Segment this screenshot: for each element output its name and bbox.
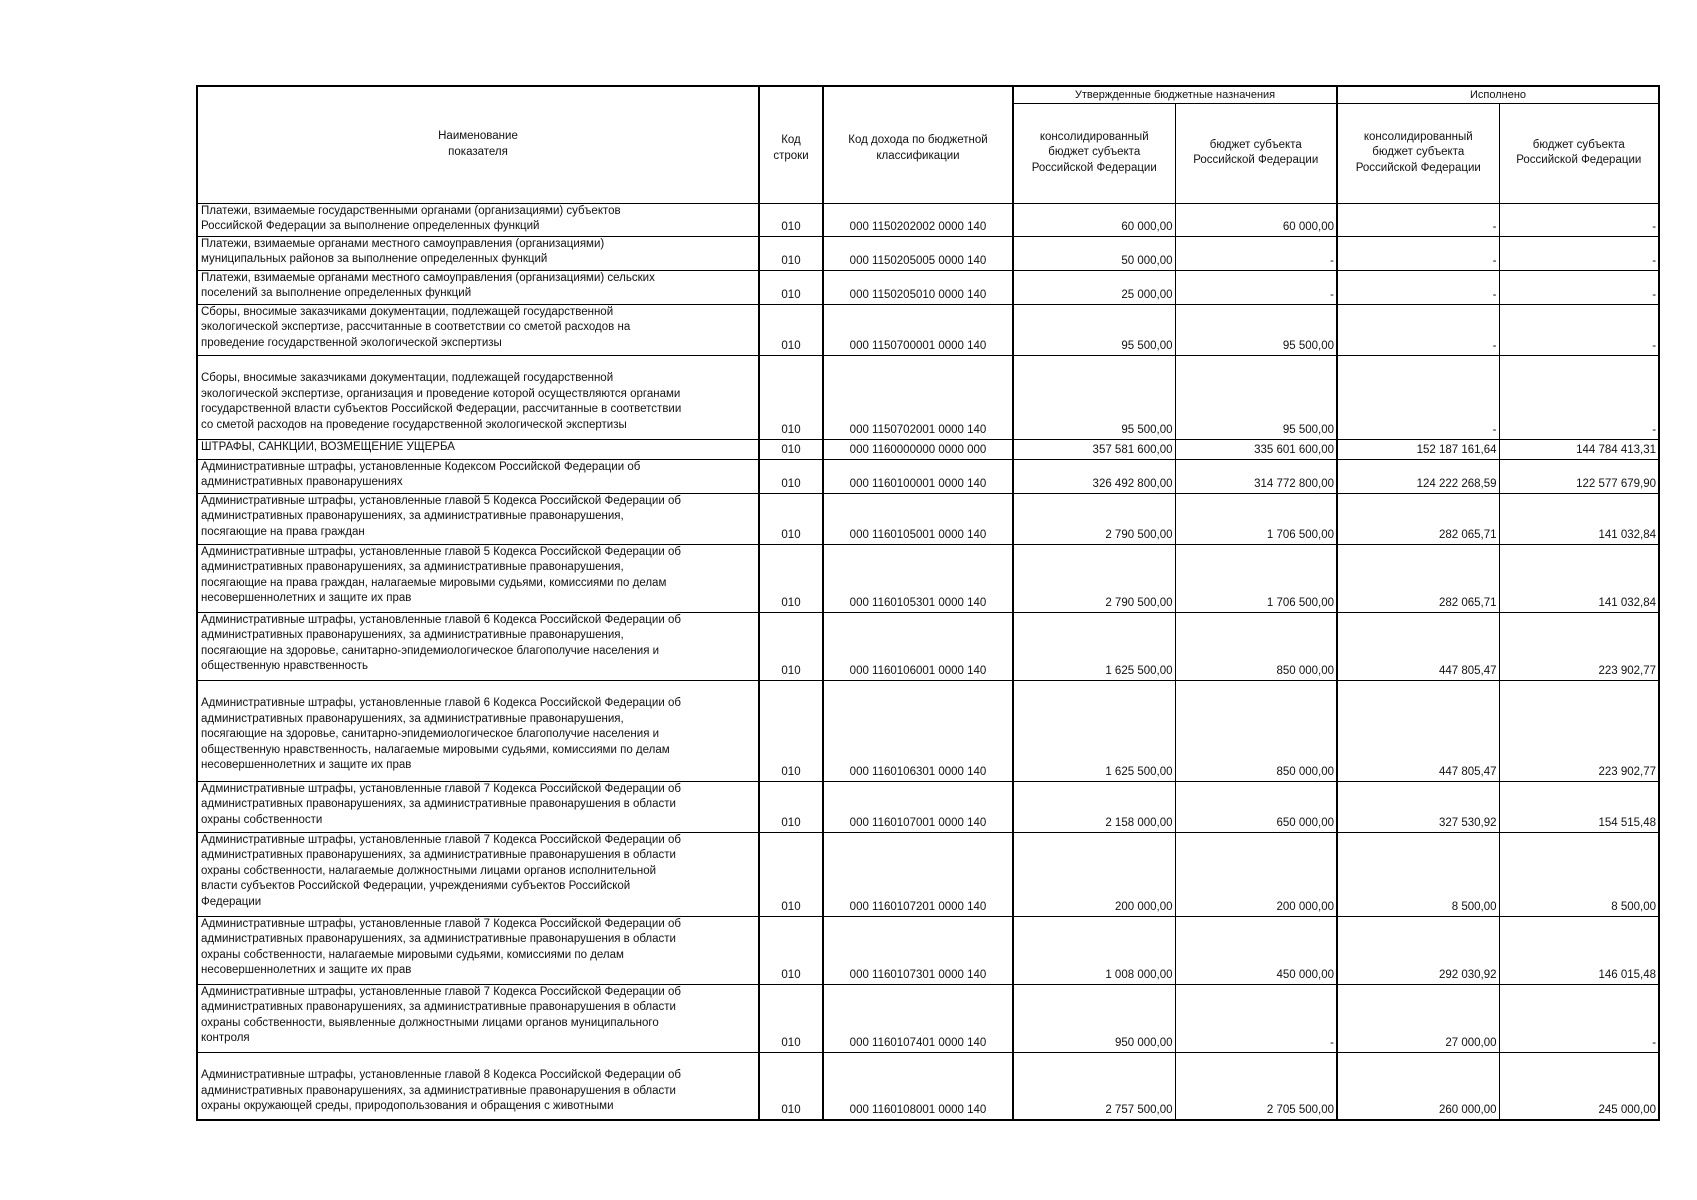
table-row (197, 304, 1659, 355)
table-row (197, 984, 1659, 1052)
row-name: Платежи, взимаемые органами местного самоуправления (организациями) муниципальных районов за выполнение определенных функций (197, 236, 759, 270)
row-kbk: 000 1160105301 0000 140 (823, 544, 1013, 612)
row-code: 010 (759, 680, 823, 781)
table-row (197, 832, 1659, 916)
header-approved-subject: бюджет субъекта Российской Федерации (1175, 103, 1337, 203)
table-row (197, 236, 1659, 270)
row-executed-consolidated: 292 030,92 (1337, 916, 1499, 984)
row-kbk: 000 1150205005 0000 140 (823, 236, 1013, 270)
row-executed-subject: - (1499, 270, 1659, 304)
row-approved-consolidated: 2 757 500,00 (1013, 1052, 1175, 1120)
table-row (197, 355, 1659, 439)
row-approved-subject: 850 000,00 (1175, 680, 1337, 781)
report-page (196, 85, 1660, 1121)
row-name: Административные штрафы, установленные главой 7 Кодекса Российской Федерации об административных правонарушениях, за административные правонарушения в области охраны собственности, выявленные должностными лицами органов муниципального контроля (197, 984, 759, 1052)
row-approved-consolidated: 200 000,00 (1013, 832, 1175, 916)
header-approved-consolidated: консолидированный бюджет субъекта Российской Федерации (1013, 103, 1175, 203)
table-row (197, 612, 1659, 680)
row-approved-consolidated: 60 000,00 (1013, 203, 1175, 236)
row-executed-consolidated: 447 805,47 (1337, 612, 1499, 680)
row-code: 010 (759, 916, 823, 984)
row-executed-consolidated: - (1337, 236, 1499, 270)
header-approved-group: Утвержденные бюджетные назначения (1013, 86, 1337, 103)
row-executed-subject: - (1499, 236, 1659, 270)
row-approved-subject: 2 705 500,00 (1175, 1052, 1337, 1120)
row-executed-subject: - (1499, 355, 1659, 439)
row-approved-subject: - (1175, 236, 1337, 270)
row-approved-consolidated: 2 790 500,00 (1013, 544, 1175, 612)
table-row (197, 493, 1659, 544)
row-kbk: 000 1160107001 0000 140 (823, 781, 1013, 832)
row-executed-subject: 8 500,00 (1499, 832, 1659, 916)
row-approved-subject: 200 000,00 (1175, 832, 1337, 916)
row-approved-subject: 95 500,00 (1175, 304, 1337, 355)
row-kbk: 000 1160106301 0000 140 (823, 680, 1013, 781)
row-approved-subject: 450 000,00 (1175, 916, 1337, 984)
row-code: 010 (759, 781, 823, 832)
row-executed-consolidated: 327 530,92 (1337, 781, 1499, 832)
row-kbk: 000 1160105001 0000 140 (823, 493, 1013, 544)
table-row (197, 680, 1659, 781)
row-executed-consolidated: 260 000,00 (1337, 1052, 1499, 1120)
row-kbk: 000 1160100001 0000 140 (823, 459, 1013, 493)
row-executed-consolidated: 447 805,47 (1337, 680, 1499, 781)
row-approved-consolidated: 2 158 000,00 (1013, 781, 1175, 832)
row-executed-subject: 154 515,48 (1499, 781, 1659, 832)
header-name: Наименование показателя (197, 86, 759, 203)
row-approved-consolidated: 1 008 000,00 (1013, 916, 1175, 984)
row-executed-subject: 141 032,84 (1499, 493, 1659, 544)
row-executed-subject: 223 902,77 (1499, 680, 1659, 781)
row-kbk: 000 1160000000 0000 000 (823, 439, 1013, 459)
row-code: 010 (759, 203, 823, 236)
row-approved-consolidated: 25 000,00 (1013, 270, 1175, 304)
row-executed-subject: - (1499, 984, 1659, 1052)
row-approved-consolidated: 326 492 800,00 (1013, 459, 1175, 493)
row-name: Сборы, вносимые заказчиками документации, подлежащей государственной экологической экспертизе, организация и проведение которой осуществляются органами государственной власти субъектов Российской Федерации, рассчитанные в соответствии со сметой расходов на проведение государственной экологической экспертизы (197, 355, 759, 439)
row-approved-subject: - (1175, 270, 1337, 304)
row-approved-consolidated: 50 000,00 (1013, 236, 1175, 270)
row-name: Административные штрафы, установленные главой 5 Кодекса Российской Федерации об административных правонарушениях, за административные правонарушения, посягающие на права граждан, налагаемые мировыми судьями, комиссиями по делам несовершеннолетних и защите их прав (197, 544, 759, 612)
row-approved-consolidated: 357 581 600,00 (1013, 439, 1175, 459)
row-approved-subject: 95 500,00 (1175, 355, 1337, 439)
row-name: Платежи, взимаемые государственными органами (организациями) субъектов Российской Федерации за выполнение определенных функций (197, 203, 759, 236)
table-row (197, 544, 1659, 612)
header-executed-group: Исполнено (1337, 86, 1659, 103)
row-approved-subject: 335 601 600,00 (1175, 439, 1337, 459)
row-executed-subject: 122 577 679,90 (1499, 459, 1659, 493)
row-executed-subject: - (1499, 304, 1659, 355)
row-approved-subject: 60 000,00 (1175, 203, 1337, 236)
table-header (197, 86, 1659, 203)
row-kbk: 000 1160107301 0000 140 (823, 916, 1013, 984)
row-approved-subject: 1 706 500,00 (1175, 544, 1337, 612)
row-approved-subject: 1 706 500,00 (1175, 493, 1337, 544)
row-executed-consolidated: - (1337, 304, 1499, 355)
row-executed-consolidated: - (1337, 355, 1499, 439)
row-code: 010 (759, 612, 823, 680)
row-code: 010 (759, 832, 823, 916)
row-executed-consolidated: 282 065,71 (1337, 544, 1499, 612)
table-row (197, 203, 1659, 236)
row-approved-consolidated: 1 625 500,00 (1013, 680, 1175, 781)
row-code: 010 (759, 544, 823, 612)
row-kbk: 000 1160106001 0000 140 (823, 612, 1013, 680)
table-row (197, 270, 1659, 304)
row-name: Сборы, вносимые заказчиками документации, подлежащей государственной экологической экспертизе, рассчитанные в соответствии со сметой расходов на проведение государственной экологической экспертизы (197, 304, 759, 355)
row-executed-consolidated: 282 065,71 (1337, 493, 1499, 544)
row-executed-consolidated: 124 222 268,59 (1337, 459, 1499, 493)
row-name: Платежи, взимаемые органами местного самоуправления (организациями) сельских поселений за выполнение определенных функций (197, 270, 759, 304)
row-approved-subject: 314 772 800,00 (1175, 459, 1337, 493)
row-code: 010 (759, 984, 823, 1052)
row-code: 010 (759, 439, 823, 459)
row-approved-subject: 650 000,00 (1175, 781, 1337, 832)
row-executed-consolidated: 152 187 161,64 (1337, 439, 1499, 459)
row-code: 010 (759, 270, 823, 304)
row-executed-consolidated: - (1337, 270, 1499, 304)
header-income-code: Код дохода по бюджетной классификации (823, 86, 1013, 203)
row-name: Административные штрафы, установленные главой 5 Кодекса Российской Федерации об административных правонарушениях, за административные правонарушения, посягающие на права граждан (197, 493, 759, 544)
row-code: 010 (759, 493, 823, 544)
row-executed-subject: 223 902,77 (1499, 612, 1659, 680)
header-executed-subject: бюджет субъекта Российской Федерации (1499, 103, 1659, 203)
row-approved-subject: 850 000,00 (1175, 612, 1337, 680)
row-approved-consolidated: 95 500,00 (1013, 355, 1175, 439)
row-name: Административные штрафы, установленные главой 6 Кодекса Российской Федерации об административных правонарушениях, за административные правонарушения, посягающие на здоровье, санитарно-эпидемиологическое благополучие населения и общественную нравственность (197, 612, 759, 680)
table-row (197, 459, 1659, 493)
table-row (197, 439, 1659, 459)
row-code: 010 (759, 1052, 823, 1120)
row-approved-consolidated: 2 790 500,00 (1013, 493, 1175, 544)
row-code: 010 (759, 355, 823, 439)
row-approved-consolidated: 1 625 500,00 (1013, 612, 1175, 680)
row-name: Административные штрафы, установленные главой 7 Кодекса Российской Федерации об административных правонарушениях, за административные правонарушения в области охраны собственности, налагаемые должностными лицами органов исполнительной власти субъектов Российской Федерации, учреждениями субъектов Российской Федерации (197, 832, 759, 916)
row-name: Административные штрафы, установленные главой 7 Кодекса Российской Федерации об административных правонарушениях, за административные правонарушения в области охраны собственности (197, 781, 759, 832)
row-name: ШТРАФЫ, САНКЦИИ, ВОЗМЕЩЕНИЕ УЩЕРБА (197, 439, 759, 459)
table-row (197, 916, 1659, 984)
row-executed-subject: 141 032,84 (1499, 544, 1659, 612)
row-kbk: 000 1150700001 0000 140 (823, 304, 1013, 355)
table-row (197, 781, 1659, 832)
table-body (197, 203, 1659, 1120)
row-kbk: 000 1150202002 0000 140 (823, 203, 1013, 236)
row-executed-consolidated: 8 500,00 (1337, 832, 1499, 916)
row-name: Административные штрафы, установленные главой 8 Кодекса Российской Федерации об административных правонарушениях, за административные правонарушения в области охраны окружающей среды, природопользования и обращения с животными (197, 1052, 759, 1120)
row-kbk: 000 1160107401 0000 140 (823, 984, 1013, 1052)
row-approved-consolidated: 950 000,00 (1013, 984, 1175, 1052)
row-code: 010 (759, 459, 823, 493)
row-code: 010 (759, 236, 823, 270)
row-executed-consolidated: - (1337, 203, 1499, 236)
row-kbk: 000 1150702001 0000 140 (823, 355, 1013, 439)
row-executed-subject: 144 784 413,31 (1499, 439, 1659, 459)
header-line-code: Код строки (759, 86, 823, 203)
header-executed-consolidated: консолидированный бюджет субъекта Российской Федерации (1337, 103, 1499, 203)
row-kbk: 000 1150205010 0000 140 (823, 270, 1013, 304)
row-approved-consolidated: 95 500,00 (1013, 304, 1175, 355)
budget-execution-table (196, 85, 1660, 1121)
row-name: Административные штрафы, установленные Кодексом Российской Федерации об административных правонарушениях (197, 459, 759, 493)
row-approved-subject: - (1175, 984, 1337, 1052)
row-code: 010 (759, 304, 823, 355)
row-executed-subject: - (1499, 203, 1659, 236)
row-name: Административные штрафы, установленные главой 7 Кодекса Российской Федерации об административных правонарушениях, за административные правонарушения в области охраны собственности, налагаемые мировыми судьями, комиссиями по делам несовершеннолетних и защите их прав (197, 916, 759, 984)
row-executed-subject: 146 015,48 (1499, 916, 1659, 984)
row-executed-consolidated: 27 000,00 (1337, 984, 1499, 1052)
row-executed-subject: 245 000,00 (1499, 1052, 1659, 1120)
table-row (197, 1052, 1659, 1120)
row-kbk: 000 1160108001 0000 140 (823, 1052, 1013, 1120)
row-kbk: 000 1160107201 0000 140 (823, 832, 1013, 916)
row-name: Административные штрафы, установленные главой 6 Кодекса Российской Федерации об административных правонарушениях, за административные правонарушения, посягающие на здоровье, санитарно-эпидемиологическое благополучие населения и общественную нравственность, налагаемые мировыми судьями, комиссиями по делам несовершеннолетних и защите их прав (197, 680, 759, 781)
